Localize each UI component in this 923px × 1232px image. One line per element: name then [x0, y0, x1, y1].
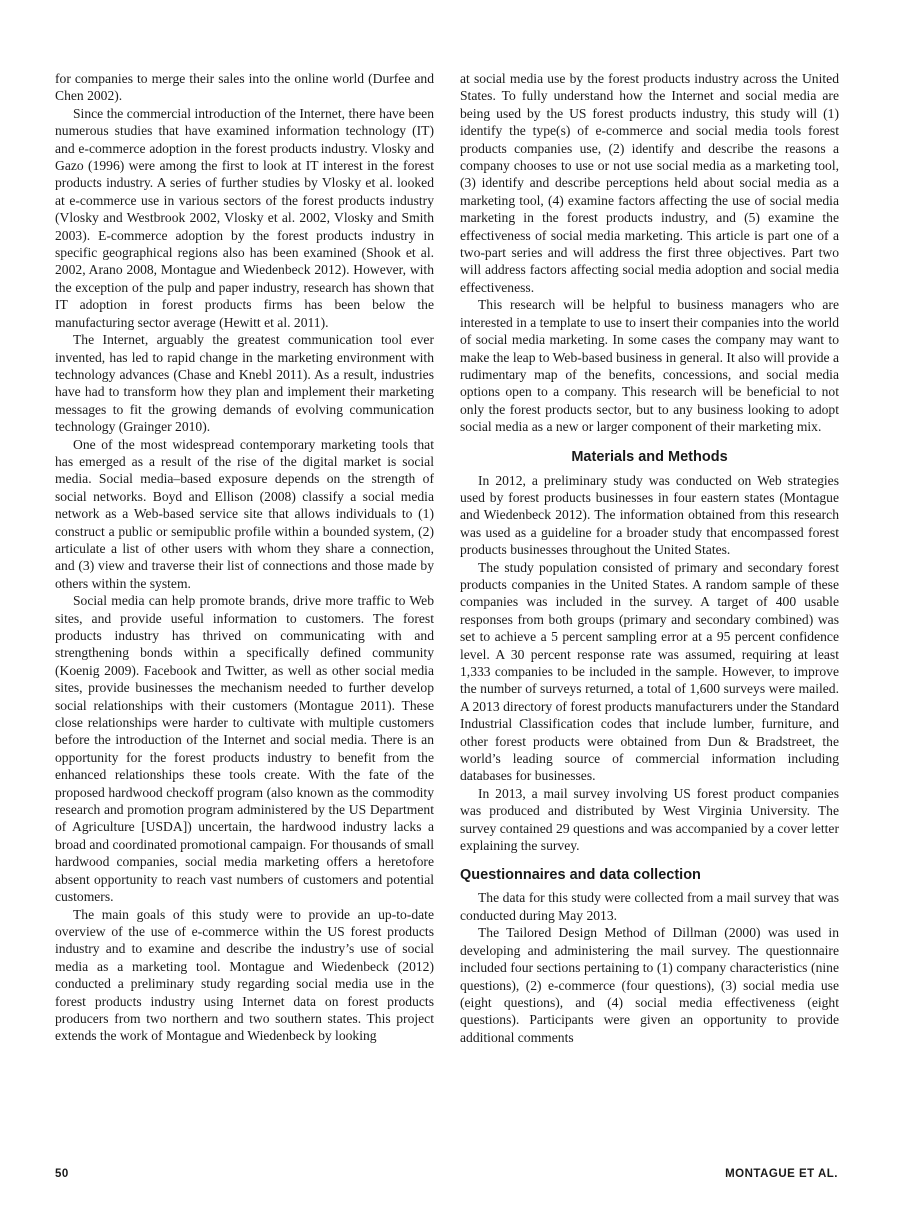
body-paragraph: The Tailored Design Method of Dillman (2000) was used in developing and administering the mail survey. The questionnaire included four sections pertaining to (1) company characteristics (nine questions), (2) e-commerce (four questions), (3) social media use (eight questions), and (4) social media effectiveness (eight questions). Participants were given an opportunity to provide additional comments [460, 925, 839, 1045]
body-paragraph: The Internet, arguably the greatest communication tool ever invented, has led to rapid change in the marketing environment with technology advances (Chase and Knebl 2011). As a result, industries have had to transform how they plan and implement their marketing messages to fit the growing demands of evolving communication technology (Grainger 2010). [55, 332, 434, 435]
body-paragraph: Social media can help promote brands, drive more traffic to Web sites, and provide useful information to customers. The forest products industry has thrived on communicating with and strengthening bonds within a specifically defined community (Koenig 2009). Facebook and Twitter, as well as other social media sites, provide businesses the mechanism needed to further develop social relationships with their customers (Montague 2011). These close relationships were harder to cultivate with multiple customers before the introduction of the Internet and social media. There is an opportunity for the forest products industry to benefit from the enhanced relationships these tools create. With the fate of the proposed hardwood checkoff program (also known as the commodity research and promotion program administered by the US Department of Agriculture [USDA]) uncertain, the hardwood industry lacks a broad and coordinated promotional campaign. For thousands of small hardwood companies, social media marketing offers a heretofore absent opportunity to reach vast numbers of customers and potential customers. [55, 593, 434, 905]
body-paragraph: One of the most widespread contemporary marketing tools that has emerged as a result of the rise of the digital market is social media. Social media–based exposure depends on the strength of social networks. Boyd and Ellison (2008) classify a social media network as a Web-based service site that allows individuals to (1) construct a public or semipublic profile within a bounded system, (2) articulate a list of other users with whom they share a connection, and (3) view and traverse their list of connections and those made by others within the system. [55, 436, 434, 591]
section-heading-methods: Materials and Methods [571, 448, 728, 465]
body-paragraph: for companies to merge their sales into the online world (Durfee and Chen 2002). [55, 71, 434, 104]
body-paragraph: at social media use by the forest products industry across the United States. To fully understand how the Internet and social media are being used by the US forest products industry, this study will (1) identify the type(s) of e-commerce and social media tools forest products companies use, (2) identify and describe the reasons a company chooses to use or not use social media as a marketing tool, (3) identify and describe perceptions held about social media as a marketing tool, (4) examine factors affecting the use of social media marketing in the forest products industry, and (5) examine the effectiveness of social media marketing. This article is part one of a two-part series and will address the first three objectives. Part two will address factors affecting social media adoption and social media effectiveness. [460, 71, 839, 295]
body-paragraph: This research will be helpful to business managers who are interested in a template to use to insert their companies into the world of social media marketing. In some cases the company may want to make the leap to Web-based business in general. It also will provide a rudimentary map of the benefits, concessions, and social media options open to a company. This research will be beneficial to not only the forest products sector, but to any business looking to adopt social media as a new or larger component of their marketing mix. [460, 297, 840, 435]
body-paragraph: Since the commercial introduction of the Internet, there have been numerous studies that have examined information technology (IT) and e-commerce adoption in the forest products industry. Vlosky and Gazo (1996) were among the first to look at IT interest in the forest products industry. A series of further studies by Vlosky et al. looked at e-commerce use in various sectors of the forest products industry (Vlosky and Westbrook 2002, Vlosky et al. 2002, Vlosky and Smith 2003). E-commerce adoption by the forest products industry in specific geographical regions also has been examined (Shook et al. 2002, Arano 2008, Montague and Wiedenbeck 2012). However, with the exception of the pulp and paper industry, research has shown that IT adoption in forest products firms has been below the manufacturing sector average (Hewitt et al. 2011). [55, 105, 434, 330]
right-column [460, 70, 839, 1046]
page-number: 50 [55, 1168, 69, 1180]
running-head: MONTAGUE ET AL. [725, 1168, 838, 1180]
body-paragraph: In 2012, a preliminary study was conducted on Web strategies used by forest products businesses in four eastern states (Montague and Wiedenbeck 2012). The information obtained from this research was used as a guideline for a broader study that encompassed forest products businesses throughout the United States. [460, 472, 839, 558]
subsection-heading-questionnaires: Questionnaires and data collection [460, 867, 701, 884]
body-paragraph: The study population consisted of primary and secondary forest products companies in the United States. A random sample of these companies was included in the survey. A target of 400 usable responses from both groups (primary and secondary combined) was set to achieve a 5 percent sampling error at a 95 percent confidence level. A 30 percent response rate was assumed, requiring at least 1,333 companies to be included in the sample. However, to improve the number of surveys returned, a total of 1,600 surveys were mailed. A 2013 directory of forest products manufacturers under the Standard Industrial Classification codes that include lumber, furniture, and other forest products were obtained from Dun & Bradstreet, the world’s leading source of commercial information including databases for businesses. [460, 559, 839, 784]
body-paragraph: The main goals of this study were to provide an up-to-date overview of the use of e-commerce within the US forest products industry and to examine and describe the industry’s use of social media as a marketing tool. Montague and Wiedenbeck (2012) conducted a preliminary study regarding social media use in the forest products industry using Internet data on forest products producers from two northern and two southern states. This project extends the work of Montague and Wiedenbeck by looking [55, 906, 434, 1044]
body-paragraph: The data for this study were collected from a mail survey that was conducted during May 2013. [460, 890, 839, 923]
body-paragraph: In 2013, a mail survey involving US forest product companies was produced and distributed by West Virginia University. The survey contained 29 questions and was accompanied by a cover letter explaining the survey. [460, 785, 839, 854]
left-column [55, 70, 434, 1045]
